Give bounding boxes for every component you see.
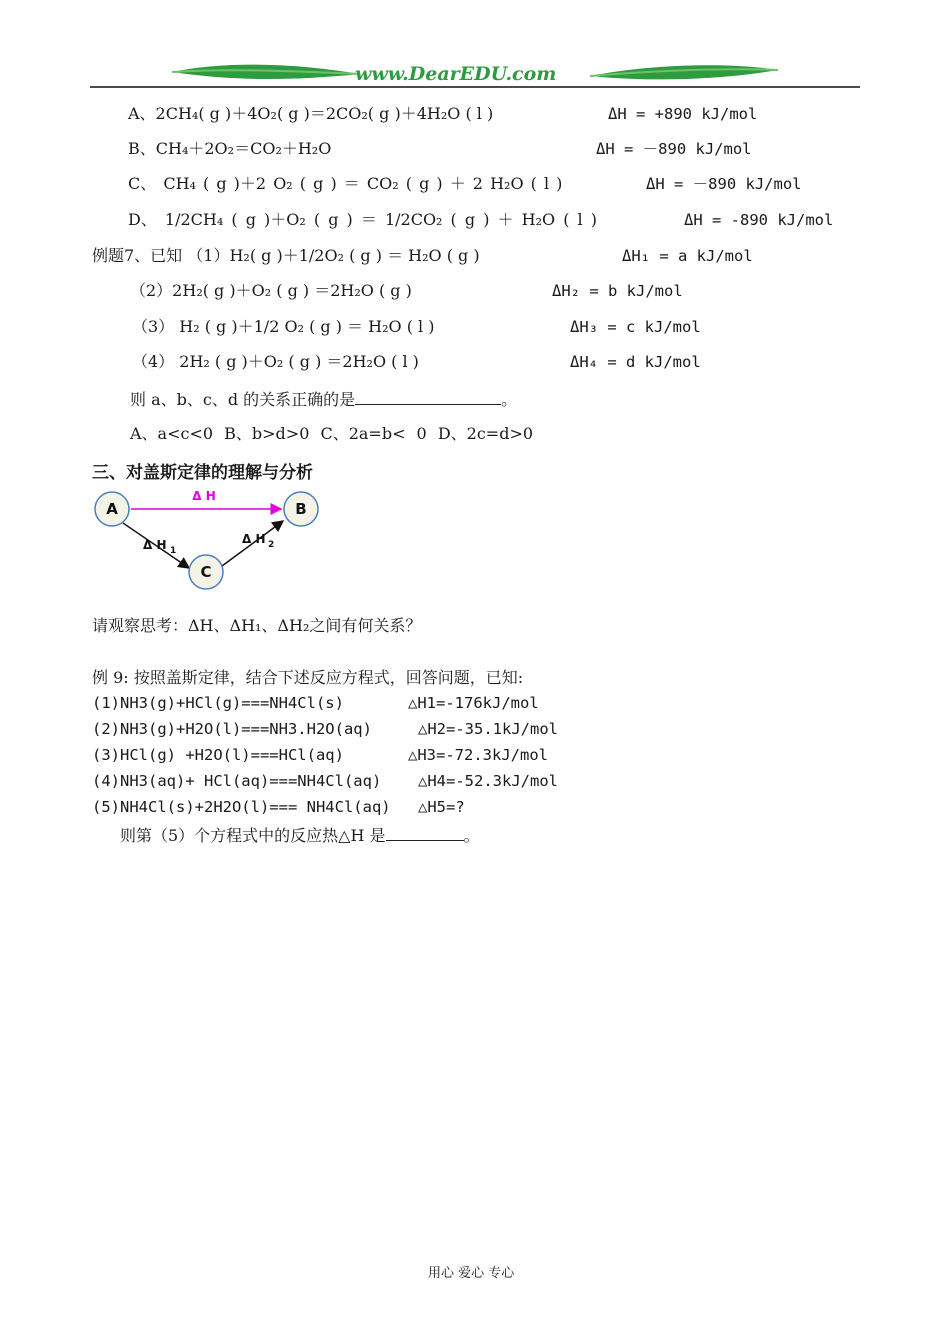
dh1-label: Δ H <box>143 538 167 552</box>
example7-line3-dh: ΔH₃ = c kJ/mol <box>570 318 701 336</box>
example7-line2-dh: ΔH₂ = b kJ/mol <box>552 282 683 300</box>
option-b-dh: ΔH = －890 kJ/mol <box>596 140 752 158</box>
example7-question-text: 则 a、b、c、d 的关系正确的是 <box>130 390 356 409</box>
example7-line2: （2）2H₂( g )＋O₂ ( g ) ＝2H₂O ( g ) <box>130 281 412 300</box>
option-c-dh: ΔH = －890 kJ/mol <box>646 175 802 193</box>
example9-r5-eq: (5)NH4Cl(s)+2H2O(l)=== NH4Cl(aq) <box>92 798 391 816</box>
page-footer: 用心 爱心 专心 <box>428 1266 515 1281</box>
observe-question: 请观察思考：ΔH、ΔH₁、ΔH₂之间有何关系？ <box>92 616 422 635</box>
answer-blank-9[interactable] <box>386 824 464 841</box>
example9-question-text: 则第（5）个方程式中的反应热△H 是 <box>120 826 386 845</box>
dh2-label: Δ H <box>242 532 266 546</box>
example9-r3-dh: △H3=-72.3kJ/mol <box>408 746 548 764</box>
example7-line1-dh: ΔH₁ = a kJ/mol <box>622 247 753 265</box>
example9-r4-dh: △H4=-52.3kJ/mol <box>418 772 558 790</box>
node-b-label: B <box>295 500 307 518</box>
option-a-text: A、2CH₄( g )＋4O₂( g )＝2CO₂( g )＋4H₂O ( l ) <box>128 104 494 123</box>
option-d-text: D、 1/2CH₄ ( g )＋O₂ ( g ) ＝ 1/2CO₂ ( g ) ＋ H₂O ( l ) <box>128 210 597 229</box>
answer-blank-7[interactable] <box>355 388 501 405</box>
section3-title: 三、对盖斯定律的理解与分析 <box>92 463 313 483</box>
example9-intro: 例 9: 按照盖斯定律，结合下述反应方程式，回答问题，已知: <box>92 668 524 687</box>
example9-r5-dh: △H5=? <box>418 798 465 816</box>
example7-question-end: 。 <box>501 390 518 409</box>
example9-r4-eq: (4)NH3(aq)+ HCl(aq)===NH4Cl(aq) <box>92 772 382 790</box>
option-b-text: B、CH₄＋2O₂＝CO₂＋H₂O <box>128 139 332 158</box>
option-a-dh: ΔH = +890 kJ/mol <box>608 105 758 123</box>
example7-line3: （3） H₂ ( g )＋1/2 O₂ ( g ) ＝ H₂O ( l ) <box>132 317 435 336</box>
example9-r2-eq: (2)NH3(g)+H2O(l)===NH3.H2O(aq) <box>92 720 372 738</box>
example7-question <box>130 388 517 410</box>
dh-label: Δ H <box>192 489 216 503</box>
example7-line1: 例题7、已知 （1）H₂( g )＋1/2O₂ ( g ) ＝ H₂O ( g ) <box>92 246 480 265</box>
node-c-label: C <box>200 563 212 581</box>
example7-line4-dh: ΔH₄ = d kJ/mol <box>570 353 701 371</box>
option-c-text: C、 CH₄ ( g )＋2 O₂ ( g ) ＝ CO₂ ( g ) ＋ 2 H₂O ( l ) <box>128 174 563 193</box>
node-a-label: A <box>106 500 118 518</box>
hess-diagram <box>90 482 330 592</box>
example9-question-end: 。 <box>463 826 480 845</box>
example9-r2-dh: △H2=-35.1kJ/mol <box>418 720 558 738</box>
dh1-sub: 1 <box>170 546 177 556</box>
example9-r3-eq: (3)HCl(g) +H2O(l)===HCl(aq) <box>92 746 344 764</box>
example9-r1-dh: △H1=-176kJ/mol <box>408 694 539 712</box>
dh2-sub: 2 <box>268 540 275 550</box>
example7-choices: A、a<c<0 B、b>d>0 C、2a=b< 0 D、2c=d>0 <box>130 424 534 443</box>
example7-line4: （4） 2H₂ ( g )＋O₂ ( g ) ＝2H₂O ( l ) <box>132 352 419 371</box>
option-d-dh: ΔH = -890 kJ/mol <box>684 211 834 229</box>
right-swoosh <box>590 65 778 79</box>
example9-r1-eq: (1)NH3(g)+HCl(g)===NH4Cl(s) <box>92 694 344 712</box>
example9-question <box>120 824 480 846</box>
header-site-text: www.DearEDU.com <box>355 63 557 85</box>
left-swoosh <box>172 65 360 79</box>
